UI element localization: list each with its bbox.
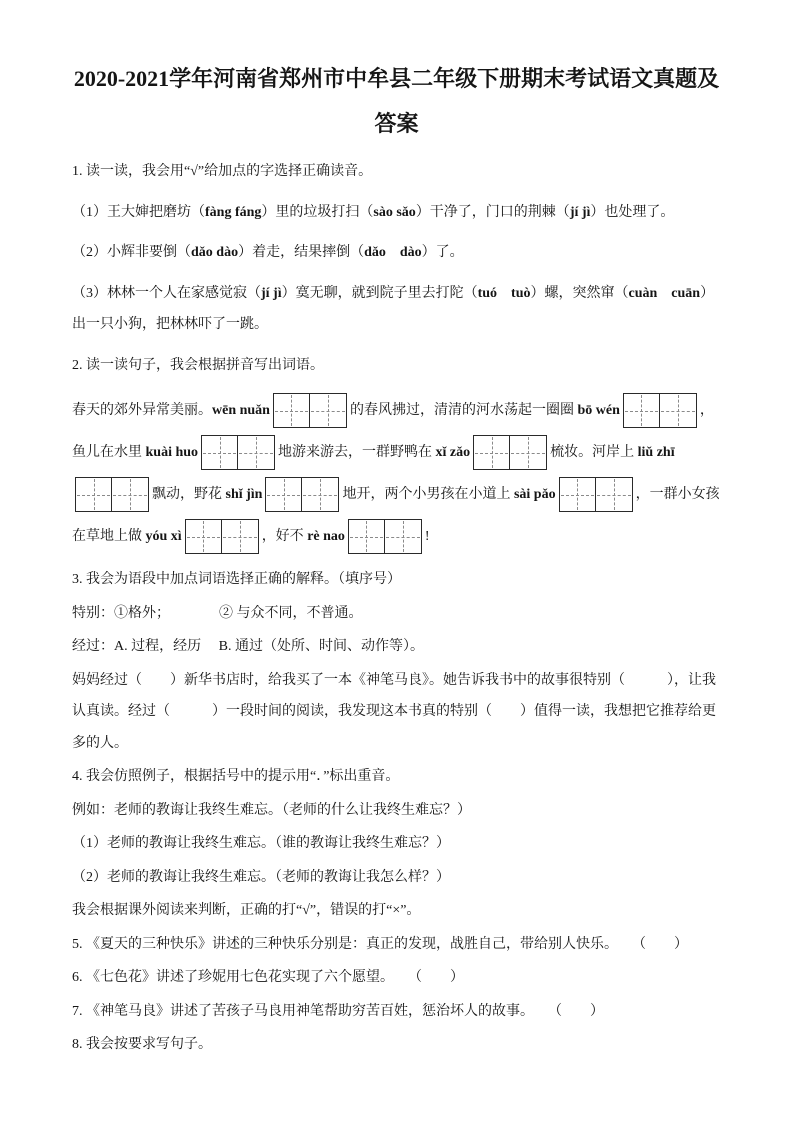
q4-example [72, 795, 721, 827]
pinyin-text: sào sǎo [373, 204, 416, 220]
text-run: ，好不 [261, 529, 308, 545]
grid-cell [596, 478, 632, 511]
pinyin-answer-grid [75, 477, 149, 512]
text-run: 地游来游去，一群野鸭在 [278, 445, 436, 461]
text-run: ）着走，结果摔倒（ [238, 245, 365, 261]
q4-intro [72, 761, 721, 793]
text-run: 5. 《夏天的三种快乐》讲述的三种快乐分别是：真正的发现，战胜自己，带给别人快乐。 （ ） [72, 936, 688, 952]
text-run: （1）老师的教诲让我终生难忘。（谁的教诲让我终生难忘？） [72, 836, 450, 852]
pinyin-answer-grid [201, 435, 275, 470]
text-run: 6. 《七色花》讲述了珍妮用七色花实现了六个愿望。 （ ） [72, 970, 464, 986]
text-run: （2）小辉非要倒（ [72, 245, 191, 261]
q4-item-1 [72, 828, 721, 860]
text-run: 春天的郊外异常美丽。 [72, 403, 212, 419]
grid-cell [660, 394, 696, 427]
pinyin-text: fàng fáng [205, 204, 262, 220]
pinyin-text: xǐ zǎo [435, 445, 471, 461]
grid-cell [274, 394, 310, 427]
grid-cell [385, 520, 421, 553]
text-run: ）里的垃圾打扫（ [261, 204, 374, 220]
text-run: 例如：老师的教诲让我终生难忘。（老师的什么让我终生难忘？） [72, 802, 471, 818]
q1-intro [72, 156, 721, 188]
pinyin-answer-grid [348, 519, 422, 554]
grid-cell [310, 394, 346, 427]
pinyin-answer-grid [273, 393, 347, 428]
text-run: ）寞无聊，就到院子里去打陀（ [281, 285, 478, 301]
pinyin-answer-grid [473, 435, 547, 470]
pinyin-text: cuàn cuān [628, 285, 701, 301]
grid-cell [349, 520, 385, 553]
q5 [72, 929, 721, 961]
pinyin-answer-grid [185, 519, 259, 554]
q3-option-tebie [72, 598, 721, 630]
text-run: 飘动，野花 [152, 487, 226, 503]
q2-passage [72, 390, 721, 558]
pinyin-answer-grid [559, 477, 633, 512]
q7 [72, 996, 721, 1028]
grid-cell [202, 436, 238, 469]
grid-cell [560, 478, 596, 511]
q4-item-2 [72, 862, 721, 894]
pinyin-text: bō wén [577, 403, 620, 419]
pinyin-text: yóu xì [145, 529, 182, 545]
text-run: ）螺，突然窜（ [530, 285, 629, 301]
pinyin-answer-grid [265, 477, 339, 512]
q1-item-1 [72, 197, 721, 229]
q3-passage [72, 665, 721, 760]
text-run: ! [424, 529, 430, 545]
text-run: ）也处理了。 [590, 204, 675, 220]
grid-cell [266, 478, 302, 511]
grid-cell [624, 394, 660, 427]
grid-cell [186, 520, 222, 553]
text-run: 8. 我会按要求写句子。 [72, 1037, 212, 1053]
text-run: 梳妆。河岸上 [550, 445, 638, 461]
judge-intro [72, 895, 721, 927]
grid-cell [474, 436, 510, 469]
grid-cell [222, 520, 258, 553]
text-run: ，一群小女孩在草地上做 [72, 487, 720, 545]
pinyin-text: jí jì [569, 204, 591, 220]
document-body [72, 156, 721, 1061]
text-run: （3）林林一个人在家感觉寂（ [72, 285, 261, 301]
text-run: 我会根据课外阅读来判断，正确的打“√”，错误的打“×”。 [72, 903, 421, 919]
q8 [72, 1029, 721, 1061]
text-run: ，鱼儿在水里 [72, 403, 714, 461]
pinyin-text: dǎo dào [364, 245, 422, 261]
pinyin-text: shǐ jìn [225, 487, 263, 503]
q1-item-3 [72, 278, 721, 341]
text-run: 妈妈经过（ ）新华书店时，给我买了一本《神笔马良》。她告诉我书中的故事很特别（ ），让我认真读。经过（ ）一段时间的阅读，我发现这本书真的特别（ ）值得一读，我想把它推荐给更多的人。 [72, 672, 716, 751]
text-run: 2. 读一读句子，我会根据拼音写出词语。 [72, 357, 324, 373]
text-run: ）了。 [421, 245, 464, 261]
pinyin-text: rè nao [307, 529, 345, 545]
q2-intro [72, 350, 721, 382]
pinyin-text: tuó tuò [477, 285, 531, 301]
text-run: ）出一只小狗，把林林吓了一跳。 [72, 285, 715, 333]
pinyin-text: dǎo dào [191, 245, 239, 261]
q3-intro [72, 564, 721, 596]
text-run: 地开，两个小男孩在小道上 [342, 487, 514, 503]
grid-cell [112, 478, 148, 511]
document-title: 2020-2021学年河南省郑州市中牟县二年级下册期末考试语文真题及答案 [73, 66, 720, 137]
pinyin-text: jí jì [261, 285, 282, 301]
q1-item-2 [72, 237, 721, 269]
pinyin-text: wēn nuǎn [212, 403, 270, 419]
grid-cell [76, 478, 112, 511]
text-run: （2）老师的教诲让我终生难忘。（老师的教诲让我怎么样？） [72, 869, 450, 885]
text-run: ）干净了，门口的荆棘（ [415, 204, 570, 220]
pinyin-text: kuài huo [145, 445, 199, 461]
text-run: 4. 我会仿照例子，根据括号中的提示用“．”标出重音。 [72, 769, 400, 785]
grid-cell [302, 478, 338, 511]
text-run: 7. 《神笔马良》讲述了苦孩子马良用神笔帮助穷苦百姓，惩治坏人的故事。 （ ） [72, 1003, 604, 1019]
q3-option-jingguo [72, 631, 721, 663]
grid-cell [510, 436, 546, 469]
q6 [72, 962, 721, 994]
text-run: 特别：①格外； ② 与众不同，不普通。 [72, 605, 363, 621]
text-run: 经过：A. 过程，经历 B. 通过（处所、时间、动作等）。 [72, 639, 424, 655]
pinyin-text: sài pǎo [513, 487, 556, 503]
pinyin-text: liǔ zhī [637, 445, 675, 461]
text-run: （1）王大婶把磨坊（ [72, 204, 205, 220]
text-run: 3. 我会为语段中加点词语选择正确的解释。（填序号） [72, 572, 401, 588]
pinyin-answer-grid [623, 393, 697, 428]
grid-cell [238, 436, 274, 469]
text-run: 的春风拂过，清清的河水荡起一圈圈 [349, 403, 578, 419]
text-run: 1. 读一读，我会用“√”给加点的字选择正确读音。 [72, 164, 373, 180]
